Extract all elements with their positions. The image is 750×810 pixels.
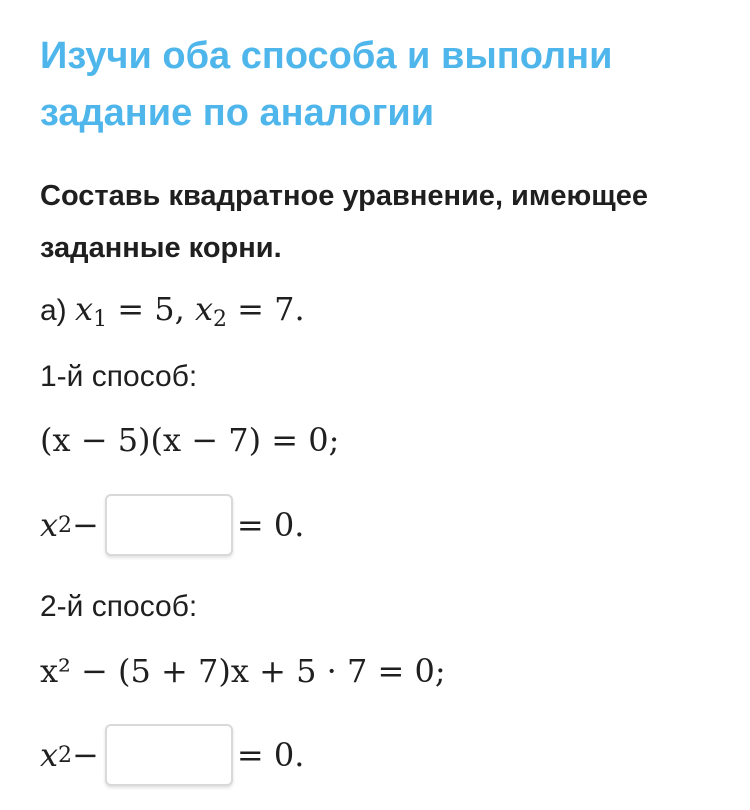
method1-x: x: [40, 506, 59, 544]
method1-equation: (x − 5)(x − 7) = 0;: [40, 421, 340, 459]
method1-x-sup: 2: [58, 512, 73, 538]
method2-answer-row: [40, 724, 304, 786]
part-a-prefix: а): [40, 294, 67, 327]
method1-equals-zero: = 0.: [236, 506, 305, 544]
method2-x: x: [40, 736, 59, 774]
part-a-roots: [40, 290, 305, 332]
x2-var: x: [194, 290, 213, 328]
method2-equals-zero: = 0.: [236, 736, 305, 774]
method1-minus: −: [72, 506, 99, 544]
page-title: Изучи оба способа и выполни задание по аналогии: [40, 35, 613, 134]
x1-sub: 1: [93, 307, 108, 332]
method2-label: 2-й способ:: [40, 590, 198, 623]
x1-var: x: [75, 290, 94, 328]
x2-sub: 2: [212, 307, 227, 332]
x2-value: = 7.: [226, 290, 305, 328]
method1-label: 1-й способ:: [40, 360, 198, 393]
method1-answer-row: [40, 494, 304, 556]
task-statement: Составь квадратное уравнение, имеющее заданные корни.: [40, 180, 648, 264]
method2-equation: x² − (5 + 7)x + 5 · 7 = 0;: [40, 652, 446, 690]
method2-answer-input[interactable]: [105, 724, 233, 786]
method1-answer-input[interactable]: [105, 494, 233, 556]
method2-minus: −: [72, 736, 99, 774]
x1-value: = 5,: [107, 290, 195, 328]
method2-x-sup: 2: [58, 742, 73, 768]
